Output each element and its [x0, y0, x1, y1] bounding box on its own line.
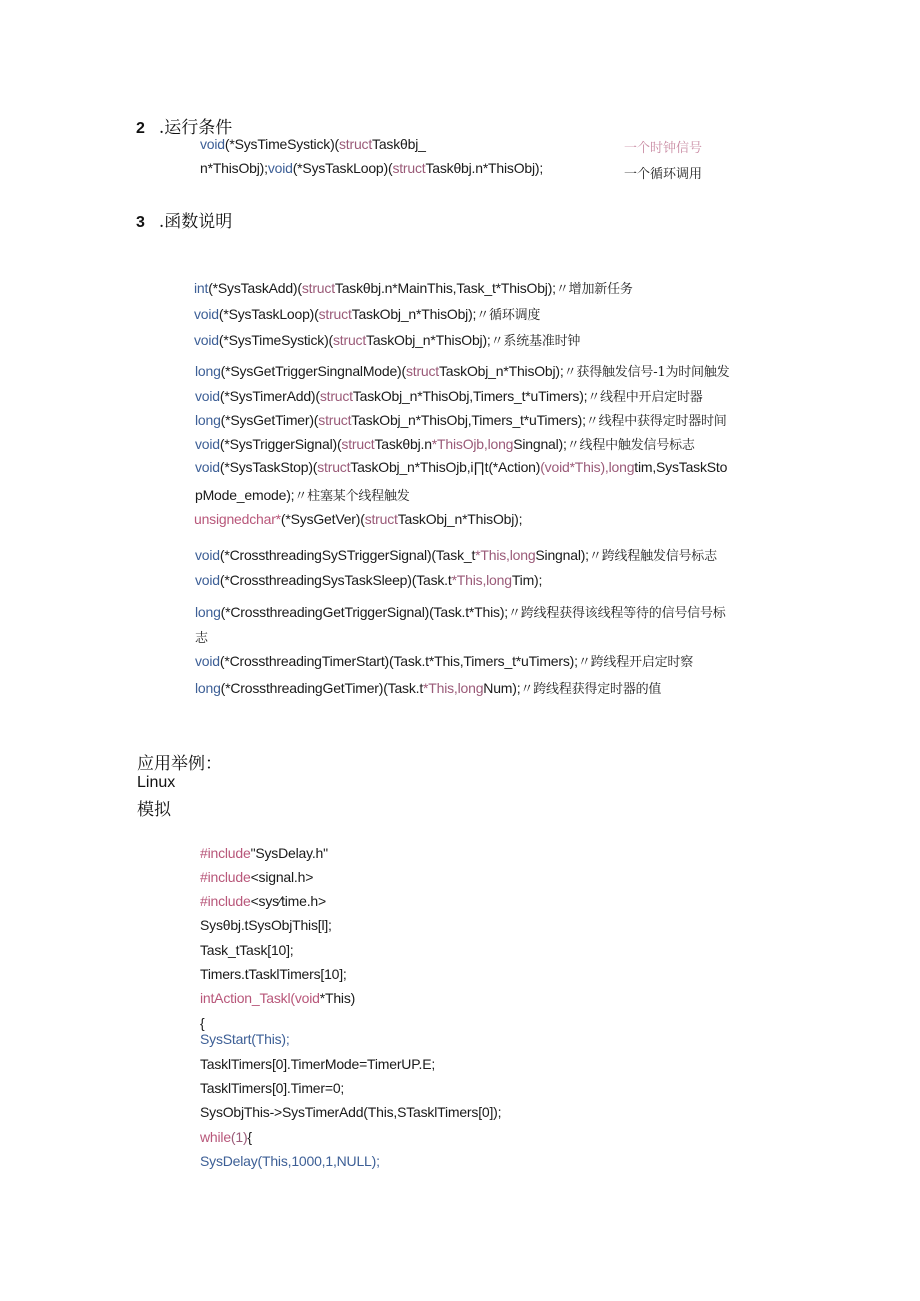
func-sys-task-add: [194, 278, 633, 297]
code-text: (1): [230, 1129, 248, 1145]
code-line-open-brace: {: [200, 1015, 205, 1031]
keyword: while: [200, 1129, 231, 1145]
keyword: struct: [333, 332, 367, 348]
func-sys-timer-add: [195, 386, 703, 405]
keyword: long: [195, 680, 221, 696]
code-text: "SysDelay.h": [250, 845, 328, 861]
func-sys-task-loop: [194, 304, 540, 323]
keyword: *This,long: [475, 547, 536, 563]
comment: 〃线程中获得定时器时间: [585, 414, 727, 429]
keyword: void: [195, 653, 220, 669]
comment: 〃跨线程开启定时察: [577, 655, 694, 670]
keyword: void: [267, 160, 293, 176]
code-line-sysobj: Sysθbj.tSysObjThis[l];: [200, 917, 332, 933]
func-cross-task-sleep: [195, 572, 542, 588]
keyword: void: [195, 388, 220, 404]
example-linux: Linux: [137, 774, 176, 791]
code-line-timers: Timers.tTasklTimers[10];: [200, 966, 347, 982]
code-text: (*SysTimerAdd)(: [219, 388, 320, 404]
keyword: *This,long: [451, 572, 512, 588]
keyword: void: [195, 459, 220, 475]
keyword: void: [200, 136, 225, 152]
keyword: (void*This),long: [540, 459, 635, 475]
code-line-action-task: [200, 990, 355, 1006]
code-text: (*SysGetTimer)(: [220, 412, 319, 428]
code-line-timer-add: SysObjThis->SysTimerAdd(This,STasklTimers[0]);: [200, 1104, 502, 1120]
code-text: *This): [319, 990, 356, 1006]
code-text: (*CrossthreadingGetTimer)(Task.t: [220, 680, 424, 696]
code-text: (*SysTriggerSignal)(: [219, 436, 342, 452]
code-line-while: [200, 1129, 252, 1145]
comment: 〃跨线程触发信号标志: [588, 549, 717, 564]
keyword: void: [194, 332, 219, 348]
code-text: (*SysTaskAdd)(: [208, 280, 302, 296]
func-cross-timer-start: [195, 651, 693, 670]
code-text: (*SysTaskStop)(: [219, 459, 318, 475]
keyword: struct: [318, 306, 352, 322]
comment: 〃线程中触发信号标志: [566, 438, 695, 453]
keyword: struct: [405, 363, 439, 379]
keyword: void: [195, 436, 220, 452]
keyword: int: [194, 280, 209, 296]
keyword: long: [195, 363, 221, 379]
run-condition-line-2: [200, 160, 543, 176]
code-text: Taskθbj.n: [374, 436, 432, 452]
code-line-sysdelay: SysDelay(This,1000,1,NULL);: [200, 1153, 380, 1169]
keyword: void: [194, 306, 219, 322]
func-sys-get-trigger-mode: [195, 361, 729, 380]
code-text: Taskθbj.n*MainThis,Task_t*ThisObj);: [334, 280, 556, 296]
func-cross-get-trigger-signal-cont: 志: [195, 631, 209, 646]
code-line-timer-mode: TasklTimers[0].TimerMode=TimerUP.E;: [200, 1056, 436, 1072]
func-sys-task-stop: [195, 459, 727, 475]
code-text: Taskθbj_: [372, 136, 426, 152]
keyword: struct: [301, 280, 335, 296]
run-condition-line-1: [200, 136, 426, 152]
code-text: Taskθbj.n*ThisObj);: [425, 160, 544, 176]
comment: 〃线程中开启定时器: [587, 390, 703, 405]
code-text: (*CrossthreadingSySTriggerSignal)(Task_t: [219, 547, 476, 563]
keyword: void: [195, 572, 220, 588]
comment: 〃柱塞某个线程触发: [294, 489, 410, 504]
code-text: (*CrossthreadingTimerStart)(Task.t*This,Timers_t*uTimers);: [219, 653, 578, 669]
code-line-include-signal: [200, 869, 313, 885]
code-text: (*SysGetVer)(: [280, 511, 365, 527]
code-text: Singnal);: [513, 436, 567, 452]
comment: 〃循环调度: [476, 308, 541, 323]
keyword: long: [195, 412, 221, 428]
code-text: TaskObj_n*ThisObj);: [366, 332, 491, 348]
code-text: Num);: [483, 680, 521, 696]
func-sys-task-stop-cont: [195, 485, 410, 504]
keyword: struct: [364, 511, 398, 527]
code-text: TaskObj_n*ThisObj);: [439, 363, 564, 379]
comment: 〃跨线程获得该线程等待的信号信号标: [507, 606, 726, 621]
code-text: (*SysTimeSystick)(: [224, 136, 339, 152]
code-text: tim,SysTaskSto: [634, 459, 728, 475]
code-text: Tim);: [511, 572, 543, 588]
keyword: *This,long: [423, 680, 484, 696]
code-text: (*CrossthreadingGetTriggerSignal)(Task.t*This);: [220, 604, 508, 620]
section-number: 2: [136, 120, 145, 137]
section-title: .函数说明: [158, 212, 233, 232]
code-text: {: [247, 1129, 252, 1145]
section-title: .运行条件: [158, 118, 233, 138]
code-line-timer-zero: TasklTimers[0].Timer=0;: [200, 1080, 345, 1096]
comment: 〃系统基准时钟: [490, 334, 581, 349]
keyword: intAction_Taskl(void: [200, 990, 320, 1006]
code-text: <sys∕time.h>: [250, 893, 326, 909]
code-text: (*SysTaskLoop)(: [292, 160, 393, 176]
section-number: 3: [136, 214, 145, 231]
keyword: struct: [317, 459, 351, 475]
keyword: struct: [341, 436, 375, 452]
func-sys-get-ver: [194, 511, 522, 527]
keyword: unsignedchar*: [194, 511, 281, 527]
code-text: pMode_emode);: [195, 487, 295, 503]
keyword: #include: [200, 845, 251, 861]
keyword: #include: [200, 893, 251, 909]
code-text: (*SysGetTriggerSingnalMode)(: [220, 363, 406, 379]
func-sys-get-timer: [195, 410, 727, 429]
section-2-heading: [136, 113, 232, 138]
comment: 〃增加新任务: [555, 282, 633, 297]
code-text: (*CrossthreadingSysTaskSleep)(Task.t: [219, 572, 452, 588]
code-text: <signal.h>: [250, 869, 314, 885]
code-text: TaskObj_n*ThisObj);: [397, 511, 523, 527]
func-sys-time-systick: [194, 330, 580, 349]
keyword: *ThisOjb,long: [431, 436, 514, 452]
code-text: TaskObj_n*ThisObj,Timers_t*uTimers);: [351, 412, 586, 428]
keyword: #include: [200, 869, 251, 885]
keyword: struct: [392, 160, 426, 176]
code-line-task: Task_tTask[10];: [200, 942, 294, 958]
keyword: void: [195, 547, 220, 563]
code-text: TaskObj_n*ThisOjb,i∏t(*Action): [350, 459, 541, 475]
note-loop-call: 一个循环调用: [624, 167, 703, 182]
example-simulation: 模拟: [137, 800, 171, 820]
code-text: Singnal);: [535, 547, 589, 563]
comment: 〃跨线程获得定时器的值: [520, 682, 662, 697]
note-clock-signal: 一个时钟信号: [624, 141, 703, 156]
code-text: (*SysTimeSystick)(: [218, 332, 333, 348]
code-text: TaskObj_n*ThisObj);: [351, 306, 477, 322]
section-3-heading: [136, 207, 232, 232]
keyword: struct: [339, 136, 373, 152]
func-sys-trigger-signal: [195, 434, 695, 453]
keyword: long: [195, 604, 221, 620]
func-cross-trigger-signal: [195, 545, 717, 564]
code-line-include-time: [200, 893, 326, 909]
code-text: (*SysTaskLoop)(: [218, 306, 319, 322]
func-cross-get-trigger-signal: [195, 602, 726, 621]
code-line-include-delay: [200, 845, 328, 861]
func-cross-get-timer: [195, 678, 661, 697]
code-text: n*ThisObj);: [200, 160, 268, 176]
code-text: TaskObj_n*ThisObj,Timers_t*uTimers);: [352, 388, 588, 404]
example-title: 应用举例：: [137, 754, 222, 774]
keyword: struct: [319, 388, 353, 404]
keyword: struct: [318, 412, 352, 428]
code-line-sysstart: SysStart(This);: [200, 1031, 290, 1047]
comment: 〃获得触发信号-1为时间触发: [563, 365, 730, 380]
